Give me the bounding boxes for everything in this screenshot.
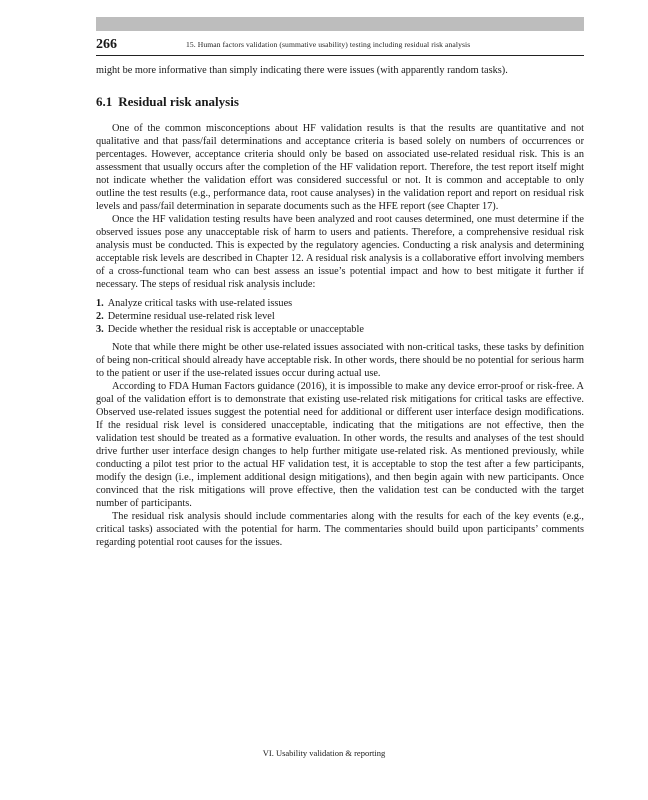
intro-paragraph: might be more informative than simply indicating there were issues (with apparently random tasks). bbox=[96, 65, 508, 76]
running-head: 15. Human factors validation (summative usability) testing including residual risk analysis bbox=[186, 40, 471, 49]
list-item bbox=[96, 297, 584, 310]
list-item bbox=[96, 310, 584, 323]
step-text: Determine residual use-related risk level bbox=[107, 311, 275, 322]
page-footer: VI. Usability validation & reporting bbox=[262, 748, 386, 758]
page-body bbox=[96, 64, 584, 549]
paragraph: One of the common misconceptions about HF validation results is that the results are quantitative and not qualitative and that pass/fail determinations and acceptance criteria is based solely on numbers of occurrences or percentages. However, acceptance criteria should only be based on associated use-related residual risk. This is an assessment that usually occurs after the completion of the HF validation report. Therefore, the test report itself might not indicate whether the validation effort was considered successful or not. It is common and acceptable to only outline the test results (e.g., performance data, root cause analyses) in the validation report and report on residual risk levels and pass/fail determination in separate documents such as the HFE report (see Chapter 17). bbox=[96, 123, 584, 212]
paragraph: According to FDA Human Factors guidance (2016), it is impossible to make any device error-proof or risk-free. A goal of the validation effort is to demonstrate that existing use-related risk mitigations for critical tasks are effective. Observed use-related issues suggest the potential need for additional or different user interface design modifications. If the residual risk level is considered unacceptable, indicating that the mitigations are not effective, then the validation test should be treated as a formative evaluation. In other words, the results and analyses of the test should drive further user interface design changes to help further mitigate use-related risk. As mentioned previously, while conducting a pilot test prior to the actual HF validation test, it is acceptable to stop the test after a few participants, modify the design (i.e., implement additional design mitigations), and then begin again with new participants. Once convinced that the risk mitigations will prove effective, then the validation test can be conducted with the target number of participants. bbox=[96, 381, 584, 509]
list-item bbox=[96, 323, 584, 336]
paragraph: Once the HF validation testing results have been analyzed and root causes determined, one must determine if the observed issues pose any unacceptable risk of harm to users and patients. Therefore, a comprehensive residual risk analysis must be conducted. This is expected by the regulatory agencies. Conducting a risk analysis and determining acceptable risk levels are described in Chapter 12. A residual risk analysis is a collaborative effort involving members of a cross-functional team who can best assess an issue’s potential impact and how to best mitigate it further if necessary. The steps of residual risk analysis include: bbox=[96, 214, 584, 290]
section-heading bbox=[96, 94, 584, 110]
section-number: 6.1 bbox=[96, 94, 113, 109]
header-bar bbox=[96, 17, 584, 31]
step-number: 1. bbox=[96, 298, 104, 309]
page-number: 266 bbox=[96, 37, 117, 52]
page-header bbox=[96, 37, 584, 56]
paragraph: Note that while there might be other use-related issues associated with non-critical tasks, these tasks by definition of being non-critical should already have acceptable risk. In other words, there should be no potential for serious harm to the patient or user if the use-related issues occur during actual use. bbox=[96, 342, 584, 379]
steps-list bbox=[96, 297, 584, 336]
step-number: 3. bbox=[96, 324, 104, 335]
step-text: Decide whether the residual risk is acceptable or unacceptable bbox=[107, 324, 364, 335]
step-text: Analyze critical tasks with use-related issues bbox=[107, 298, 293, 309]
step-number: 2. bbox=[96, 311, 104, 322]
paragraph: The residual risk analysis should include commentaries along with the results for each of the key events (e.g., critical tasks) associated with the potential for harm. The commentaries should build upon participants’ comments regarding potential root causes for the issues. bbox=[96, 511, 584, 548]
section-title: Residual risk analysis bbox=[118, 94, 239, 109]
